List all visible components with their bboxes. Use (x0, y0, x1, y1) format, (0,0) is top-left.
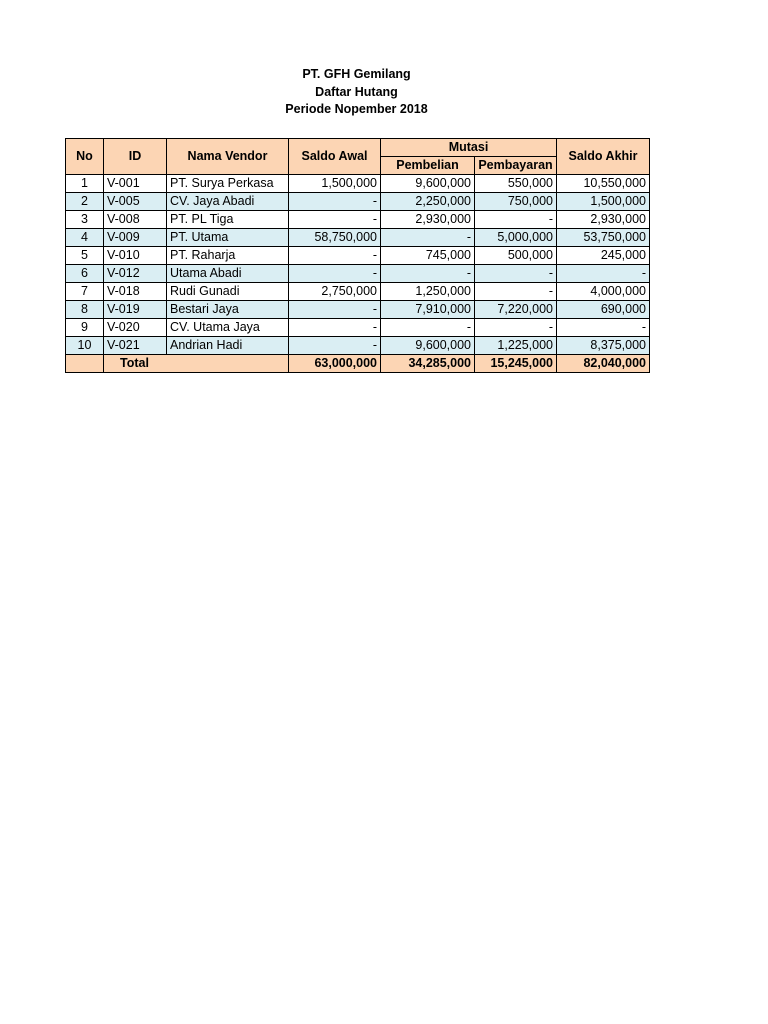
cell-saldo-awal: 1,500,000 (289, 175, 381, 193)
cell-pembelian: 9,600,000 (381, 337, 475, 355)
total-pembelian: 34,285,000 (381, 355, 475, 373)
cell-pembelian: 2,930,000 (381, 211, 475, 229)
company-name: PT. GFH Gemilang (302, 67, 411, 81)
cell-id: V-010 (104, 247, 167, 265)
table-row (66, 283, 650, 301)
cell-id: V-005 (104, 193, 167, 211)
cell-saldo-awal: - (289, 211, 381, 229)
cell-id: V-001 (104, 175, 167, 193)
cell-pembelian: 9,600,000 (381, 175, 475, 193)
col-header-mutasi: Mutasi (381, 139, 557, 157)
col-header-pembelian: Pembelian (381, 157, 475, 175)
cell-pembayaran: - (475, 211, 557, 229)
col-header-id: ID (104, 139, 167, 175)
cell-vendor: PT. Surya Perkasa (167, 175, 289, 193)
cell-no: 10 (66, 337, 104, 355)
total-row (66, 355, 650, 373)
cell-pembelian: 745,000 (381, 247, 475, 265)
cell-id: V-012 (104, 265, 167, 283)
total-no-cell (66, 355, 104, 373)
cell-vendor: CV. Jaya Abadi (167, 193, 289, 211)
cell-pembelian: 1,250,000 (381, 283, 475, 301)
cell-saldo-akhir: 2,930,000 (557, 211, 650, 229)
report-period: Periode Nopember 2018 (285, 102, 428, 116)
cell-pembayaran: - (475, 283, 557, 301)
cell-saldo-akhir: - (557, 265, 650, 283)
col-header-saldo-awal: Saldo Awal (289, 139, 381, 175)
total-pembayaran: 15,245,000 (475, 355, 557, 373)
cell-saldo-awal: - (289, 337, 381, 355)
cell-pembelian: - (381, 265, 475, 283)
cell-id: V-008 (104, 211, 167, 229)
table-row (66, 337, 650, 355)
cell-vendor: Bestari Jaya (167, 301, 289, 319)
cell-pembelian: - (381, 229, 475, 247)
cell-pembayaran: 7,220,000 (475, 301, 557, 319)
cell-no: 2 (66, 193, 104, 211)
total-saldo-awal: 63,000,000 (289, 355, 381, 373)
total-label: Total (104, 355, 289, 373)
cell-no: 4 (66, 229, 104, 247)
cell-id: V-019 (104, 301, 167, 319)
cell-saldo-awal: 2,750,000 (289, 283, 381, 301)
cell-saldo-akhir: 1,500,000 (557, 193, 650, 211)
cell-pembayaran: - (475, 319, 557, 337)
cell-no: 6 (66, 265, 104, 283)
cell-pembayaran: 5,000,000 (475, 229, 557, 247)
cell-id: V-009 (104, 229, 167, 247)
cell-id: V-020 (104, 319, 167, 337)
report-title: Daftar Hutang (315, 84, 398, 99)
table-row (66, 247, 650, 265)
table-row (66, 211, 650, 229)
col-header-saldo-akhir: Saldo Akhir (557, 139, 650, 175)
debt-table (65, 138, 650, 373)
col-header-pembayaran: Pembayaran (475, 157, 557, 175)
cell-no: 5 (66, 247, 104, 265)
table-row (66, 193, 650, 211)
cell-pembayaran: 750,000 (475, 193, 557, 211)
cell-pembayaran: - (475, 265, 557, 283)
cell-saldo-akhir: 4,000,000 (557, 283, 650, 301)
cell-saldo-awal: - (289, 319, 381, 337)
cell-pembayaran: 500,000 (475, 247, 557, 265)
table-body (66, 175, 650, 373)
table-row (66, 301, 650, 319)
cell-no: 3 (66, 211, 104, 229)
cell-saldo-akhir: - (557, 319, 650, 337)
cell-vendor: CV. Utama Jaya (167, 319, 289, 337)
table-row (66, 319, 650, 337)
table-row (66, 175, 650, 193)
cell-no: 8 (66, 301, 104, 319)
cell-no: 7 (66, 283, 104, 301)
cell-saldo-awal: - (289, 265, 381, 283)
cell-vendor: PT. Raharja (167, 247, 289, 265)
cell-saldo-awal: - (289, 301, 381, 319)
cell-vendor: PT. Utama (167, 229, 289, 247)
cell-saldo-akhir: 245,000 (557, 247, 650, 265)
cell-pembelian: 7,910,000 (381, 301, 475, 319)
cell-vendor: PT. PL Tiga (167, 211, 289, 229)
cell-vendor: Andrian Hadi (167, 337, 289, 355)
cell-saldo-awal: 58,750,000 (289, 229, 381, 247)
cell-saldo-akhir: 690,000 (557, 301, 650, 319)
cell-saldo-akhir: 8,375,000 (557, 337, 650, 355)
cell-no: 9 (66, 319, 104, 337)
cell-pembayaran: 1,225,000 (475, 337, 557, 355)
total-saldo-akhir: 82,040,000 (557, 355, 650, 373)
cell-no: 1 (66, 175, 104, 193)
cell-pembelian: - (381, 319, 475, 337)
cell-saldo-awal: - (289, 193, 381, 211)
cell-pembayaran: 550,000 (475, 175, 557, 193)
table-row (66, 229, 650, 247)
cell-vendor: Rudi Gunadi (167, 283, 289, 301)
cell-vendor: Utama Abadi (167, 265, 289, 283)
col-header-vendor: Nama Vendor (167, 139, 289, 175)
cell-pembelian: 2,250,000 (381, 193, 475, 211)
col-header-no: No (66, 139, 104, 175)
cell-id: V-021 (104, 337, 167, 355)
cell-saldo-akhir: 53,750,000 (557, 229, 650, 247)
table-row (66, 265, 650, 283)
cell-saldo-akhir: 10,550,000 (557, 175, 650, 193)
report-header (0, 66, 713, 119)
cell-id: V-018 (104, 283, 167, 301)
cell-saldo-awal: - (289, 247, 381, 265)
